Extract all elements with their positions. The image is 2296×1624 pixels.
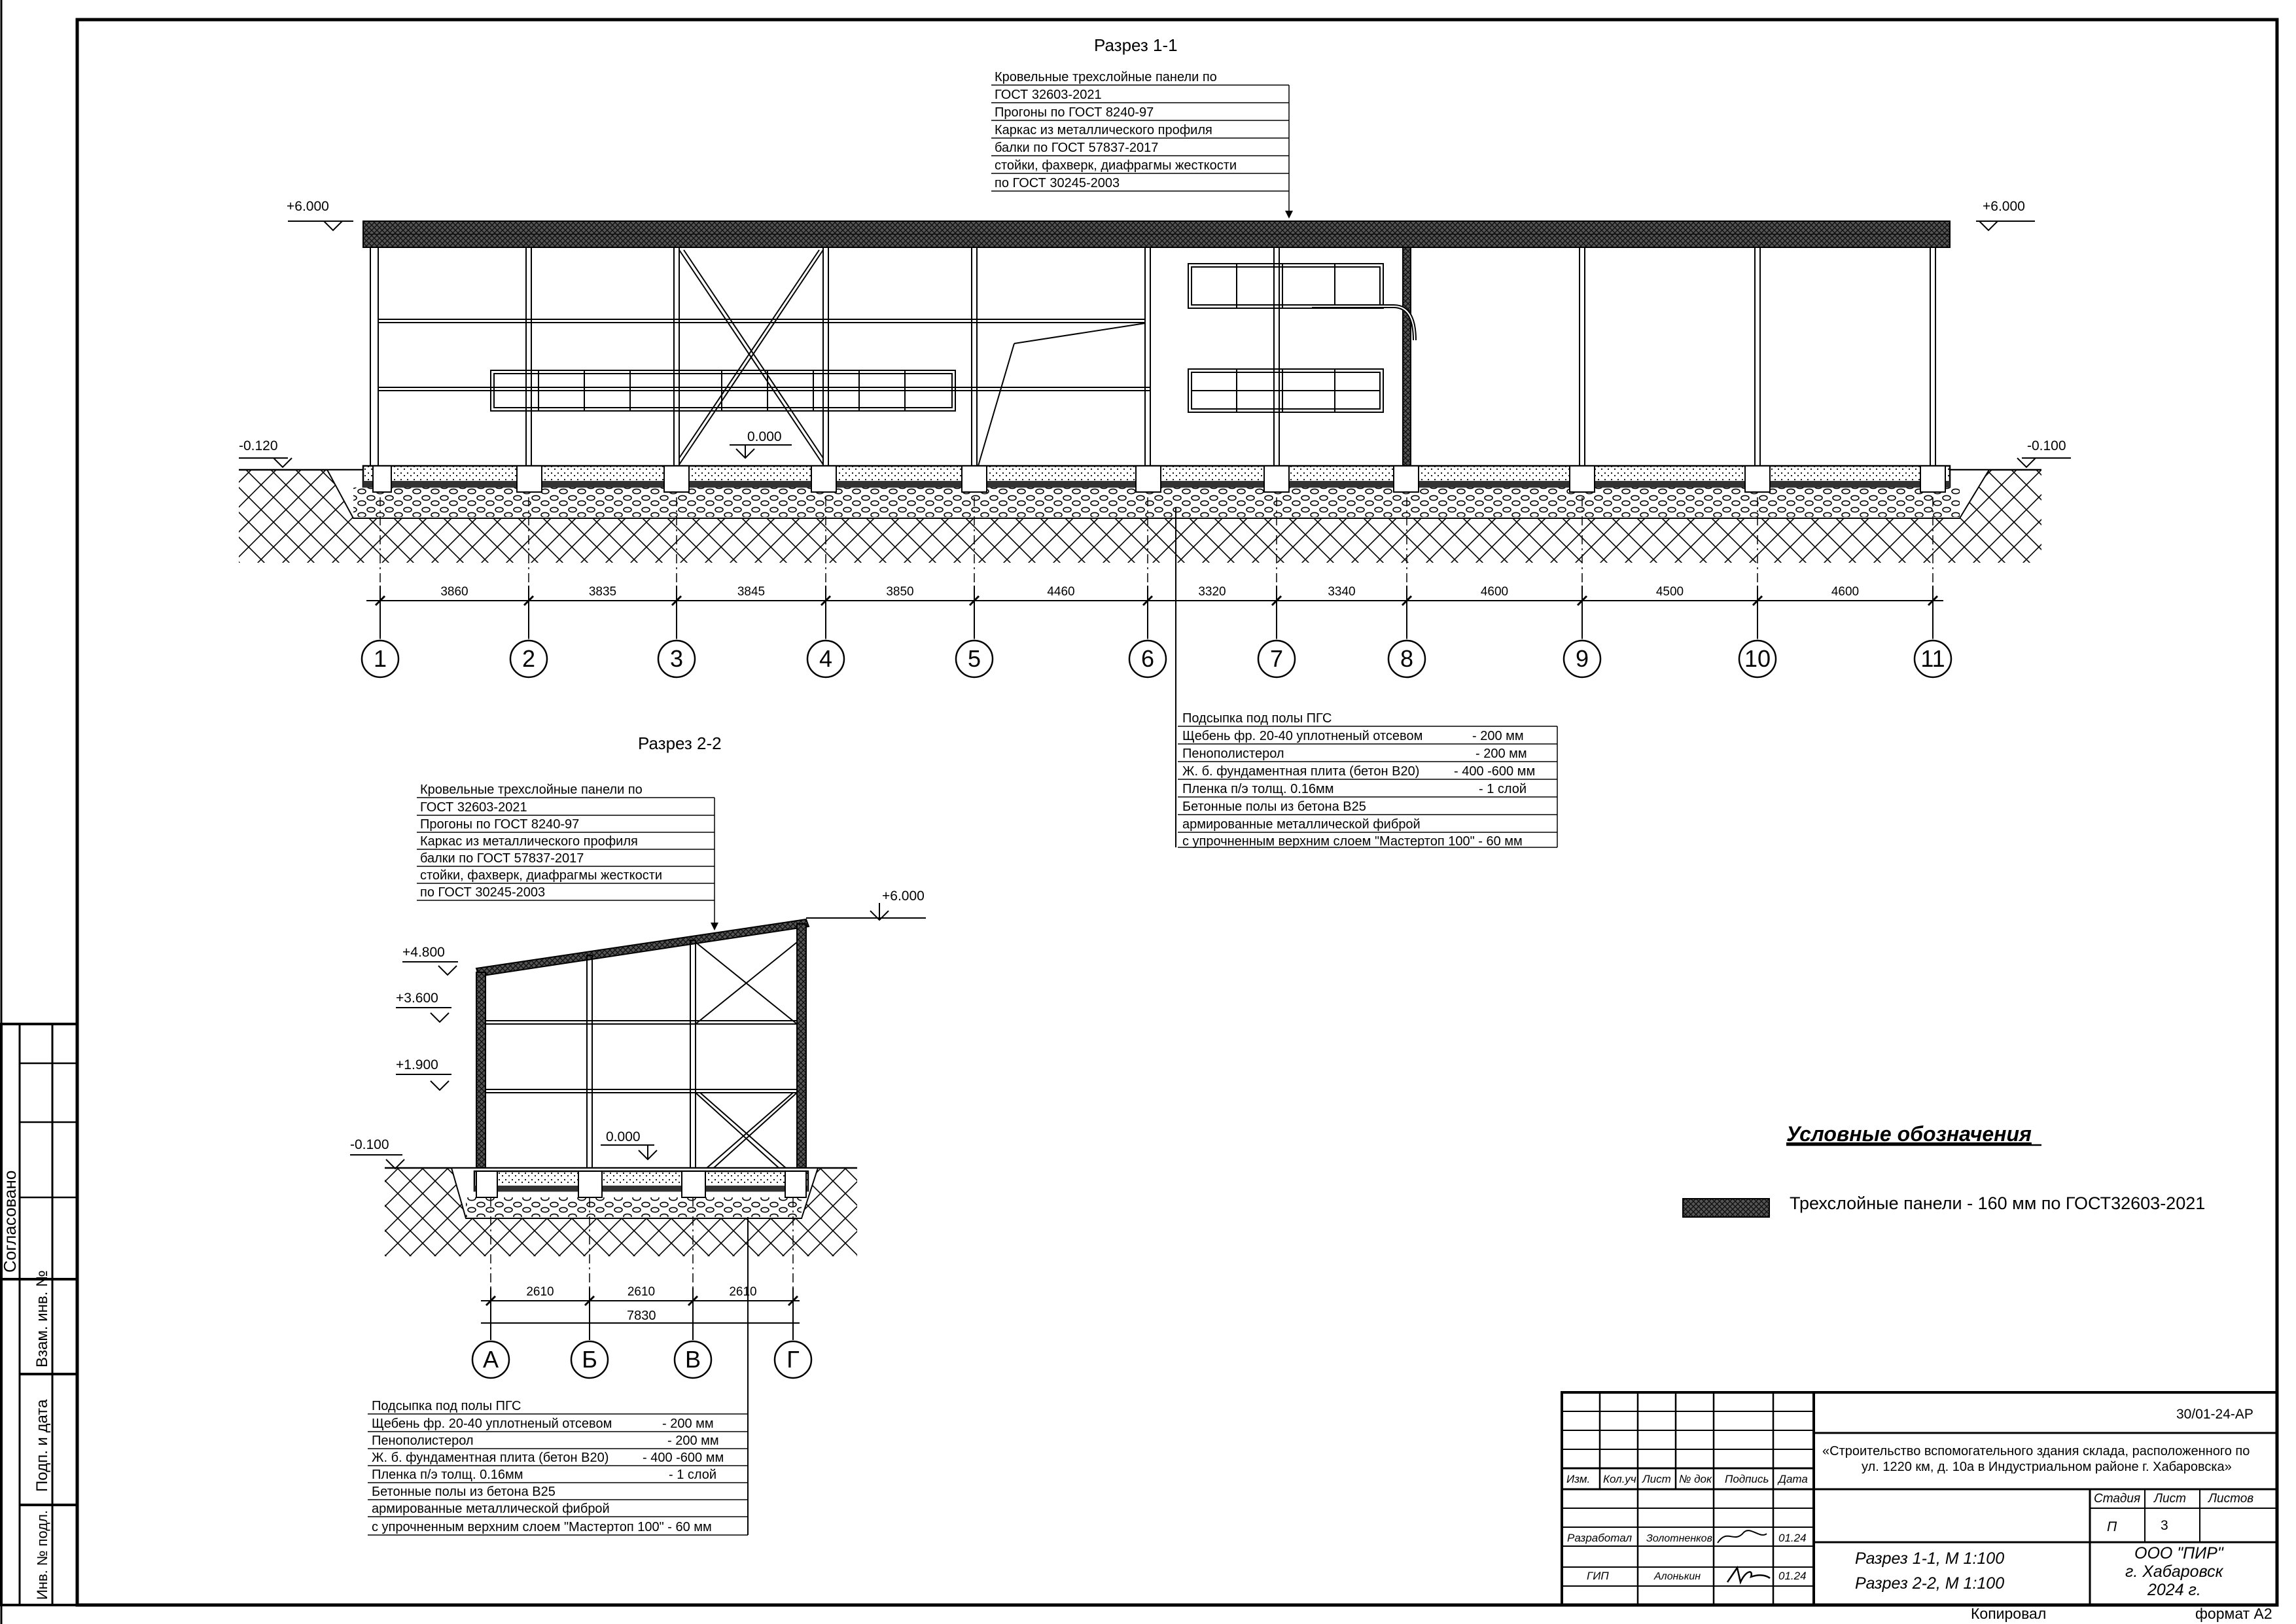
project-name-line1: «Строительство вспомогательного здания склада, расположенного по: [1822, 1444, 2250, 1458]
callout-line: балки по ГОСТ 57837-2017: [420, 851, 584, 866]
floor-layer-name: Ж. б. фундаментная плита (бетон В20): [1182, 764, 1420, 779]
section2-left-wall: [476, 972, 486, 1195]
section2-frame: [486, 940, 797, 1195]
side-stamp: [0, 1024, 77, 1605]
header-list: Лист: [1642, 1473, 1671, 1485]
level-floor: 0.000: [747, 429, 782, 444]
floor-layer-name: Пленка п/э толщ. 0.16мм: [1182, 782, 1334, 796]
dimension-label: 3860: [440, 585, 468, 599]
side-sign-date-label: Подп. и дата: [33, 1399, 51, 1492]
section-1-1: [239, 35, 2071, 849]
level-1900: +1.900: [396, 1057, 438, 1072]
header-sign: Подпись: [1725, 1473, 1769, 1485]
org-year: 2024 г.: [2147, 1581, 2201, 1599]
axis-label: 4: [819, 645, 833, 672]
section2-total-dimension: 7830: [627, 1309, 656, 1323]
header-date: Дата: [1778, 1473, 1808, 1485]
section-2-2: [350, 733, 926, 1535]
callout-line: по ГОСТ 30245-2003: [995, 176, 1120, 190]
level-ground: -0.100: [350, 1137, 389, 1152]
section1-columns: [370, 247, 1935, 467]
floor-layer-name: армированные металлической фиброй: [1182, 817, 1421, 832]
floor-layer-name: Пленка п/э толщ. 0.16мм: [372, 1468, 523, 1482]
header-kol: Кол.уч: [1603, 1473, 1636, 1485]
org-city: г. Хабаровск: [2125, 1562, 2223, 1581]
axis-label: 1: [373, 645, 387, 672]
date-gip: 01.24: [1778, 1570, 1807, 1582]
floor-layer-name: с упрочненным верхним слоем "Мастертоп 100" - 60 мм: [372, 1520, 712, 1534]
person-gip: Алонькин: [1654, 1571, 1701, 1582]
floor-layer-value: - 1 слой: [669, 1468, 717, 1482]
dimension-label: 4600: [1831, 585, 1860, 599]
axis-label: 7: [1269, 645, 1284, 672]
axis-label: Б: [582, 1346, 597, 1373]
callout-line: ГОСТ 32603-2021: [995, 88, 1102, 102]
dimension-label: 4600: [1480, 585, 1509, 599]
callout-line: балки по ГОСТ 57837-2017: [995, 141, 1159, 155]
sheet-value: 3: [2161, 1518, 2168, 1533]
section1-dimension-labels: [376, 585, 1937, 638]
level-top-right: +6.000: [1983, 199, 2025, 214]
axis-label: 10: [1744, 645, 1771, 672]
dimension-label: 4500: [1655, 585, 1684, 599]
footer-format: формат А2: [2195, 1605, 2272, 1622]
section1-roof-callout: [991, 70, 1293, 219]
dimension-label: 3340: [1328, 585, 1356, 599]
callout-line: ГОСТ 32603-2021: [420, 800, 527, 815]
axis-label: 3: [669, 645, 684, 672]
section2-title: Разрез 2-2: [638, 733, 722, 753]
floor-layer-value: - 1 слой: [1479, 782, 1527, 796]
role-developer: Разработал: [1567, 1532, 1633, 1544]
axis-label: 9: [1575, 645, 1589, 672]
section2-roof-panel: [476, 919, 809, 976]
drawing-name-2: Разрез 2-2, М 1:100: [1855, 1574, 2005, 1593]
floor-layer-name: Пенополистерол: [372, 1434, 474, 1448]
section1-level-marks: [239, 221, 2071, 467]
callout-line: Прогоны по ГОСТ 8240-97: [995, 105, 1154, 120]
level-top-left: +6.000: [287, 199, 329, 214]
dimension-label: 2610: [526, 1285, 554, 1299]
axis-label: 11: [1920, 645, 1945, 672]
callout-line: Кровельные трехслойные панели по: [420, 783, 643, 797]
level-floor: 0.000: [606, 1129, 641, 1144]
dimension-label: 4460: [1047, 585, 1075, 599]
axis-label: 6: [1140, 645, 1155, 672]
footer-copied: Копировал: [1971, 1605, 2047, 1622]
sheet-header: Лист: [2154, 1492, 2186, 1506]
legend: [1683, 1122, 2205, 1217]
floor-layer-name: Ж. б. фундаментная плита (бетон В20): [372, 1451, 609, 1465]
floor-layer-value: - 200 мм: [662, 1417, 714, 1431]
floor-layer-value: - 200 мм: [1475, 747, 1527, 761]
dimension-label: 3850: [886, 585, 914, 599]
org-name: ООО "ПИР": [2134, 1544, 2223, 1562]
level-4800: +4.800: [402, 945, 445, 960]
drawing-name-1: Разрез 1-1, М 1:100: [1855, 1549, 2005, 1568]
callout-line: стойки, фахверк, диафрагмы жесткости: [420, 868, 663, 883]
axis-label: А: [482, 1346, 499, 1373]
date-developer: 01.24: [1778, 1532, 1807, 1544]
floor-layer-value: - 400 -600 мм: [643, 1451, 724, 1465]
signature-gip: [1727, 1568, 1770, 1582]
axis-label: 2: [521, 645, 536, 672]
dimension-label: 3845: [737, 585, 766, 599]
signature-developer: [1718, 1530, 1767, 1543]
project-name-line2: ул. 1220 км, д. 10а в Индустриальном районе г. Хабаровска»: [1862, 1460, 2232, 1474]
floor-layer-name: армированные металлической фиброй: [372, 1502, 610, 1516]
floor-layer-name: Бетонные полы из бетона В25: [372, 1485, 556, 1499]
axis-label: 8: [1400, 645, 1414, 672]
stage-value: П: [2107, 1519, 2117, 1534]
callout-line: Каркас из металлического профиля: [420, 834, 638, 849]
level-ground-left: -0.120: [239, 438, 278, 453]
callout-line: Каркас из металлического профиля: [995, 123, 1212, 137]
floor-layer-value: - 200 мм: [667, 1434, 719, 1448]
axis-label: Г: [786, 1346, 800, 1373]
floor-layer-value: - 200 мм: [1472, 729, 1524, 743]
level-ground-right: -0.100: [2027, 438, 2066, 453]
header-doc: № док: [1679, 1473, 1712, 1485]
header-izm: Изм.: [1566, 1473, 1591, 1485]
callout-line: Кровельные трехслойные панели по: [995, 70, 1217, 84]
callout-line: Прогоны по ГОСТ 8240-97: [420, 817, 580, 832]
dimension-label: 3320: [1198, 585, 1226, 599]
floor-layer-name: Щебень фр. 20-40 уплотненый отсевом: [1182, 729, 1423, 743]
level-3600: +3.600: [396, 991, 438, 1006]
level-top: +6.000: [882, 889, 925, 904]
side-inv-swap-label: Взам. инв. №: [33, 1270, 51, 1368]
section1-windows: [491, 264, 1383, 412]
project-code: 30/01-24-АР: [2176, 1407, 2253, 1422]
sheets-header: Листов: [2208, 1492, 2254, 1506]
title-block-text: [1566, 1407, 2253, 1599]
section2-roof-callout: [417, 783, 718, 930]
floor-layer-name: Щебень фр. 20-40 уплотненый отсевом: [372, 1417, 612, 1431]
floor-layer-name: Подсыпка под полы ПГС: [1182, 711, 1332, 726]
floor-layer-name: Пенополистерол: [1182, 747, 1284, 761]
floor-layer-value: - 400 -600 мм: [1454, 764, 1536, 779]
dimension-label: 3835: [588, 585, 617, 599]
legend-item-label: Трехслойные панели - 160 мм по ГОСТ32603-2021: [1790, 1193, 2206, 1213]
legend-title: Условные обозначения: [1786, 1122, 2032, 1146]
section1-title: Разрез 1-1: [1094, 35, 1178, 55]
callout-line: по ГОСТ 30245-2003: [420, 885, 546, 900]
dimension-label: 2610: [627, 1285, 656, 1299]
axis-label: 5: [967, 645, 981, 672]
axis-label: В: [684, 1346, 701, 1373]
side-agreed-label: Согласовано: [0, 1170, 20, 1273]
section2-right-wall: [797, 924, 806, 1195]
dimension-label: 2610: [729, 1285, 757, 1299]
floor-layer-name: Подсыпка под полы ПГС: [372, 1399, 521, 1413]
side-inv-orig-label: Инв. № подл.: [34, 1509, 50, 1600]
floor-layer-name: Бетонные полы из бетона В25: [1182, 800, 1366, 814]
callout-line: стойки, фахверк, диафрагмы жесткости: [995, 158, 1237, 173]
role-gip: ГИП: [1587, 1570, 1609, 1582]
legend-panel-swatch: [1683, 1199, 1769, 1217]
floor-layer-name: с упрочненным верхним слоем "Мастертоп 100" - 60 мм: [1182, 834, 1523, 849]
stage-header: Стадия: [2094, 1492, 2141, 1506]
person-developer: Золотненков: [1646, 1533, 1712, 1544]
